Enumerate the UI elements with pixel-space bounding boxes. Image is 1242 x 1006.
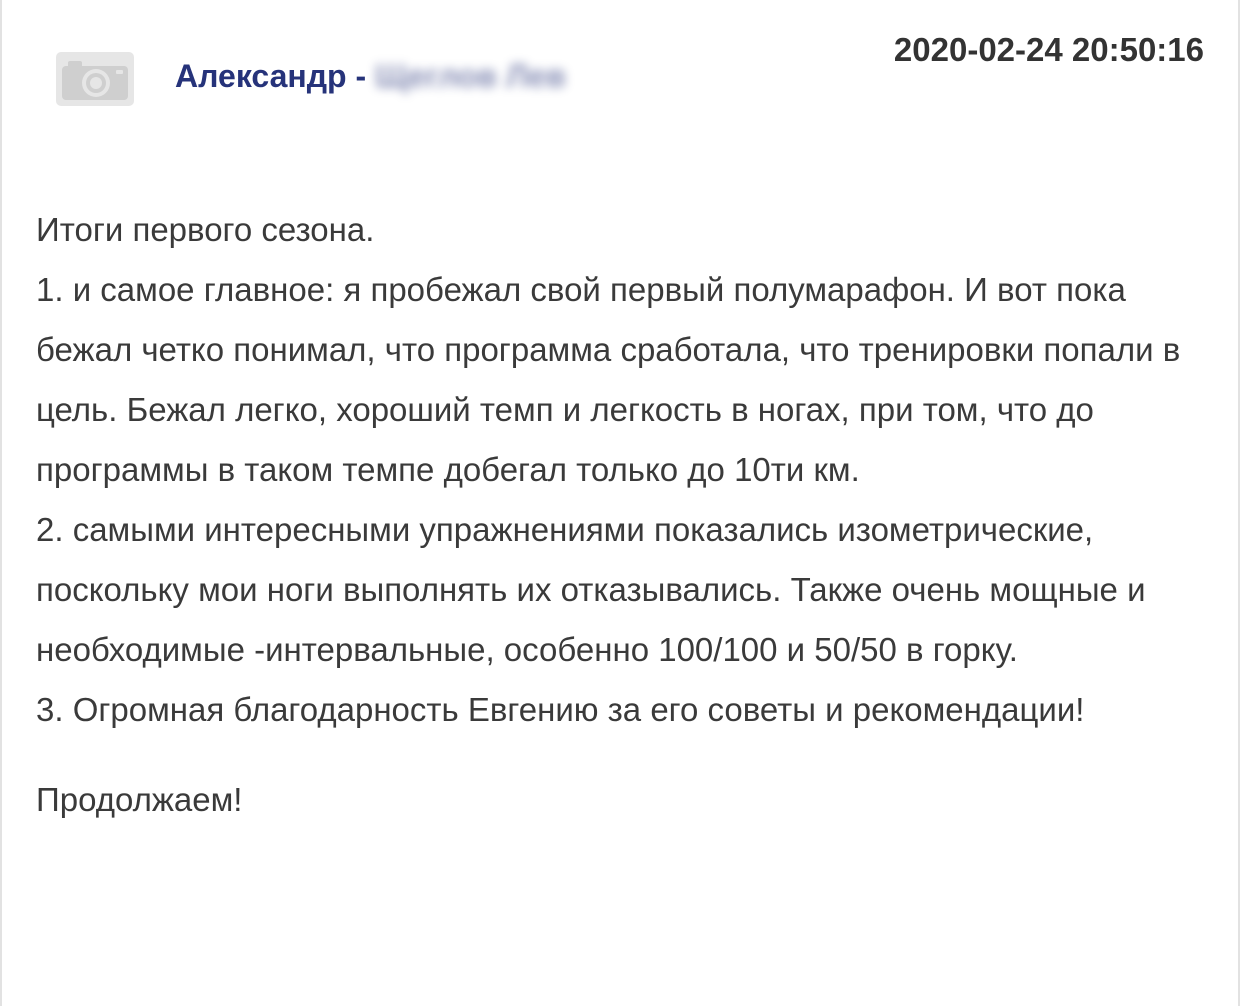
- message-paragraph-2: 2. самыми интересными упражнениями показались изометрические, поскольку мои ноги выполнять их отказывались. Также очень мощные и необходимые -интервальные, особенно 100/100 и 50/50 в горку.: [36, 511, 1146, 668]
- author-name-link[interactable]: [175, 56, 566, 96]
- avatar: [56, 52, 134, 106]
- message-paragraph-1: 1. и самое главное: я пробежал свой первый полумарафон. И вот пока бежал четко понимал, что программа сработала, что тренировки попали в цель. Бежал легко, хороший темп и легкость в ногах, при том, что до программы в таком темпе добегал только до 10ти км.: [36, 271, 1181, 488]
- message-paragraph-3: 3. Огромная благодарность Евгению за его советы и рекомендации!: [36, 691, 1085, 728]
- message-paragraph-title: Итоги первого сезона.: [36, 211, 375, 248]
- message-timestamp: 2020-02-24 20:50:16: [893, 31, 1204, 68]
- message-closing: Продолжаем!: [36, 781, 243, 818]
- author-separator: -: [346, 58, 376, 94]
- author-obscured-name: Щеглов Лев: [375, 58, 566, 94]
- message-body: [36, 200, 1226, 830]
- author-first-name: Александр: [175, 58, 347, 94]
